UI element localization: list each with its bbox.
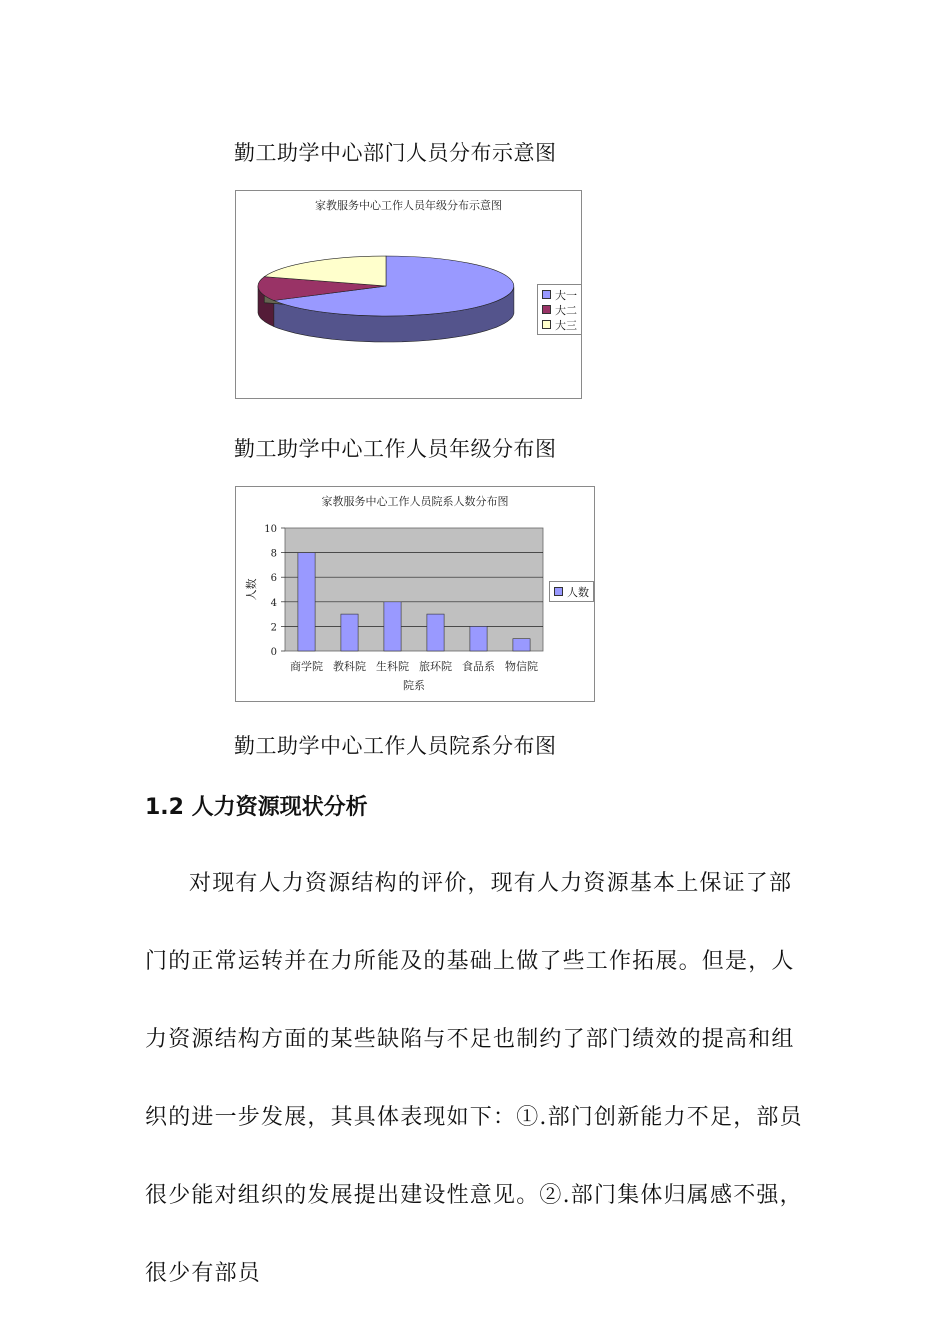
- bar-旅环院: [427, 614, 444, 651]
- pie-legend: [537, 284, 582, 335]
- bar-商学院: [298, 553, 315, 651]
- x-tick-label: 物信院: [505, 660, 538, 673]
- bar-生科院: [384, 602, 401, 651]
- x-tick-label: 食品系: [462, 660, 495, 673]
- legend-swatch: [542, 290, 551, 299]
- pie-chart-title: 家教服务中心工作人员年级分布示意图: [315, 199, 502, 212]
- caption-college-distribution: 勤工助学中心工作人员院系分布图: [234, 734, 557, 758]
- x-tick-label: 教科院: [333, 660, 366, 673]
- bar-chart-frame: [235, 486, 595, 702]
- y-tick-label: 10: [264, 524, 277, 535]
- legend-swatch: [542, 305, 551, 314]
- pie-chart: [236, 191, 581, 398]
- legend-label: 大二: [555, 303, 577, 317]
- bar-食品系: [470, 626, 487, 651]
- pie-top: [258, 256, 514, 316]
- pie-legend-item: [542, 302, 577, 317]
- legend-swatch: [554, 587, 563, 596]
- legend-label: 人数: [567, 585, 589, 599]
- y-tick-label: 2: [270, 622, 277, 634]
- x-tick-label: 生科院: [376, 660, 409, 673]
- body-paragraph: [145, 845, 810, 1313]
- x-axis-label: 院系: [403, 679, 425, 692]
- pie-legend-item: [542, 317, 577, 332]
- caption-dept-distribution: 勤工助学中心部门人员分布示意图: [234, 141, 557, 165]
- caption-grade-distribution: 勤工助学中心工作人员年级分布图: [234, 437, 557, 461]
- legend-label: 大一: [555, 288, 577, 302]
- bar-legend: [549, 581, 594, 602]
- x-tick-label: 旅环院: [419, 660, 452, 673]
- bar-chart-title: 家教服务中心工作人员院系人数分布图: [321, 495, 509, 508]
- bar-legend-item: [554, 584, 589, 599]
- bar-chart: [236, 487, 594, 701]
- bar-教科院: [341, 614, 358, 651]
- y-tick-label: 8: [270, 548, 277, 560]
- y-tick-label: 4: [270, 597, 277, 609]
- x-tick-label: 商学院: [290, 660, 323, 673]
- pie-legend-item: [542, 287, 577, 302]
- legend-label: 大三: [555, 318, 577, 332]
- y-tick-label: 6: [270, 573, 277, 585]
- y-tick-label: 0: [270, 647, 277, 658]
- legend-swatch: [542, 320, 551, 329]
- y-axis-label: 人数: [245, 578, 258, 601]
- pie-chart-frame: [235, 190, 582, 399]
- section-heading: 1.2 人力资源现状分析: [145, 795, 368, 820]
- bar-plot-area: [285, 528, 543, 651]
- paragraph-text: 对现有人力资源结构的评价，现有人力资源基本上保证了部门的正常运转并在力所能及的基础上做了些工作拓展。但是，人力资源结构方面的某些缺陷与不足也制约了部门绩效的提高和组织的进一步发展，其具体表现如下：①.部门创新能力不足，部员很少能对组织的发展提出建设性意见。②.部门集体归属感不强，很少有部员: [145, 871, 803, 1286]
- bar-物信院: [513, 639, 530, 651]
